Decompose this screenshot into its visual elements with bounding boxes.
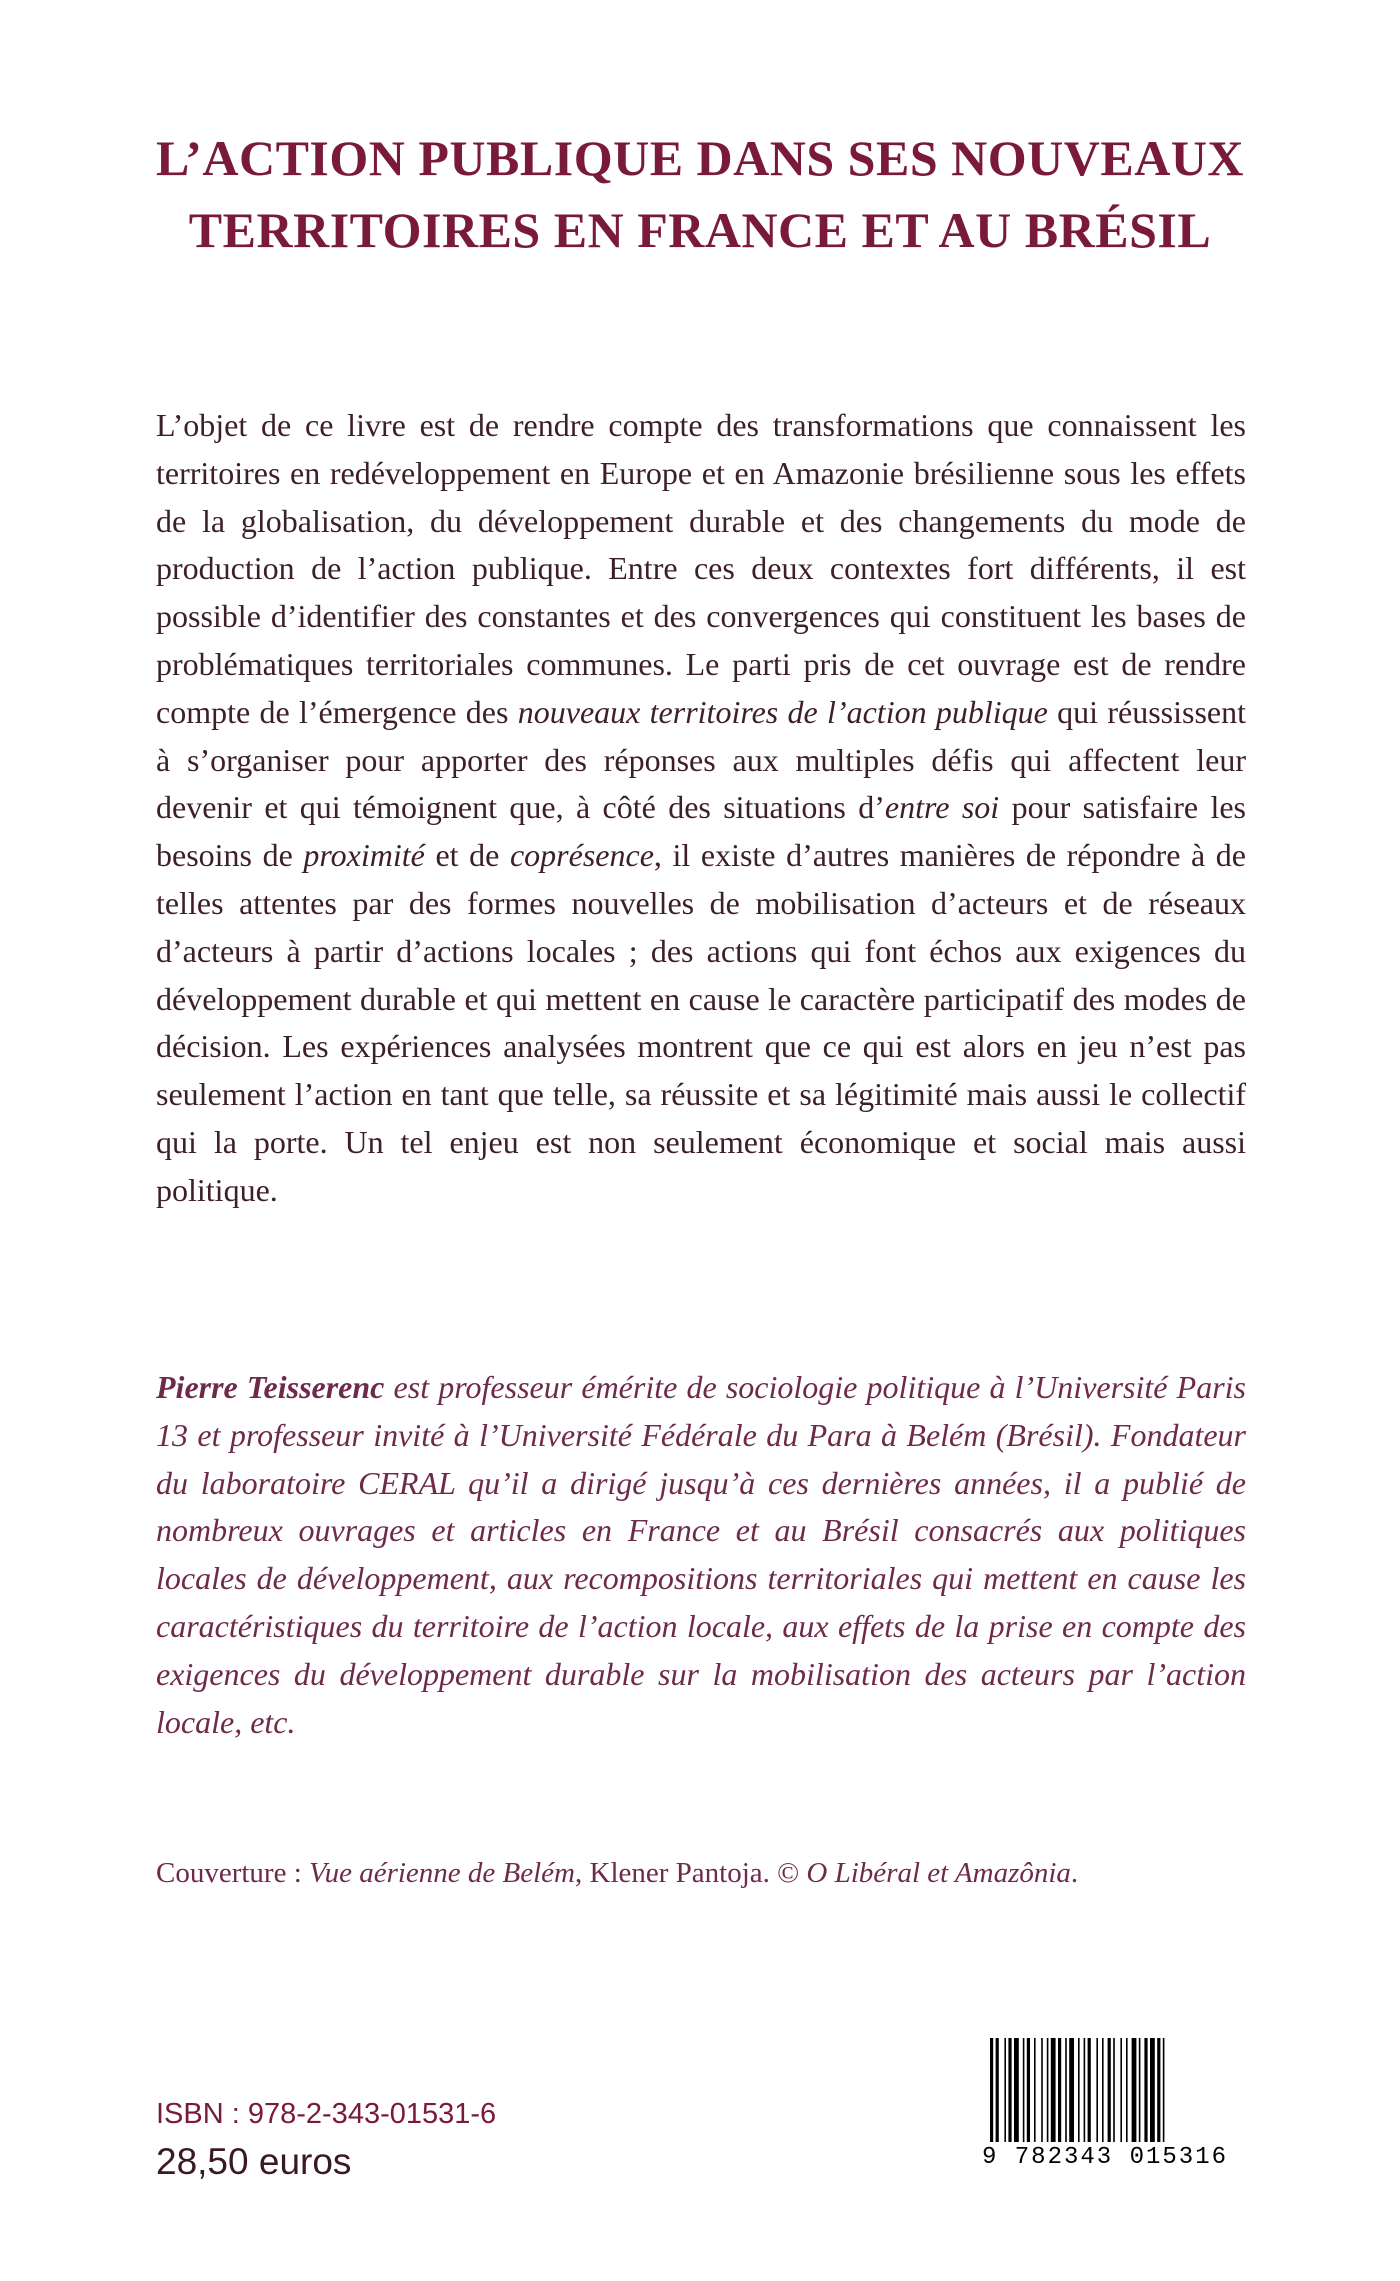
barcode-digits: 9 782343 015316 xyxy=(981,2144,1229,2171)
barcode xyxy=(970,2030,1240,2182)
barcode-bar xyxy=(1132,2038,1137,2142)
book-title-line-1: L’ACTION PUBLIQUE DANS SES NOUVEAUX xyxy=(155,130,1245,186)
summary-text-5: , il existe d’autres manières de répondre à de telles attentes par des formes nouvelles de mobilisation d’acteurs et de réseaux d’acteurs à partir d’actions locales ; des actions qui font échos aux exigences du développement durable et qui mettent en cause le caractère participatif des modes de décision. Les expériences analysées montrent que ce qui est alors en jeu n’est pas seulement l’action en tant que telle, sa réussite et sa légitimité mais aussi le collectif qui la porte. Un tel enjeu est non seulement économique et social mais aussi politique. xyxy=(156,837,1247,1208)
price: 28,50 euros xyxy=(156,2141,352,2182)
cover-credit xyxy=(156,1853,1246,1893)
credit-source: O Libéral et Amazônia xyxy=(806,1857,1071,1889)
barcode-bar xyxy=(1139,2038,1141,2142)
summary-emphasis-4: coprésence xyxy=(509,837,654,874)
summary-text-1: L’objet de ce livre est de rendre compte des transformations que connaissent les territoires en redéveloppement en Europe et en Amazonie brésilienne sous les effets de la globalisation, du développement durable et des changements du mode de production de l’action publique. Entre ces deux contextes fort différents, il est possible d’identifier des constantes et des convergences qui constituent les bases de problématiques territoriales communes. Le parti pris de cet ouvrage est de rendre compte de l’émergence des xyxy=(156,407,1246,730)
book-title-line-2: TERRITOIRES EN FRANCE ET AU BRÉSIL xyxy=(188,202,1212,258)
barcode-bar xyxy=(1163,2038,1165,2142)
summary-emphasis-1: nouveaux territoires de l’action publique xyxy=(517,693,1048,730)
barcode-bar xyxy=(1088,2038,1091,2142)
barcode-bar xyxy=(1144,2038,1147,2142)
author-name: Pierre Teisserenc xyxy=(156,1369,385,1405)
credit-label: Couverture : xyxy=(156,1857,310,1889)
barcode-bar xyxy=(990,2038,993,2142)
author-bio xyxy=(156,1364,1246,1746)
barcode-bar xyxy=(1150,2038,1155,2142)
barcode-bar xyxy=(996,2038,999,2142)
barcode-bar xyxy=(1108,2038,1111,2142)
barcode-bar xyxy=(1023,2038,1025,2142)
barcode-bar xyxy=(1027,2038,1030,2142)
author-bio-text: est professeur émérite de sociologie politique à l’Université Paris 13 et professeur invité à l’Université Fédérale du Para à Belém (Brésil). Fondateur du laboratoire CERAL qu’il a dirigé jusqu’à ces dernières années, il a publié de nombreux ouvrages et articles en France et au Brésil consacrés aux politiques locales de développement, aux recompositions territoriales qui mettent en cause les caractéristiques du territoire de l’action locale, aux effets de la prise en compte des exigences du développement durable sur la mobilisation des acteurs par l’action locale, etc. xyxy=(156,1369,1247,1740)
barcode-bar xyxy=(1078,2038,1080,2142)
credit-end: . xyxy=(1070,1857,1079,1889)
barcode-bar xyxy=(1004,2038,1006,2142)
barcode-bar xyxy=(1113,2038,1115,2142)
summary-text-4: et de xyxy=(424,837,510,874)
barcode-bar xyxy=(1058,2038,1061,2142)
summary-emphasis-2: entre soi xyxy=(884,789,1000,826)
summary-text-2: qui réussissent à s’organiser pour apporter des réponses aux multiples défis qui affectent leur devenir et qui témoignent que, à côté des situations d’ xyxy=(156,693,1247,826)
barcode-bar xyxy=(1120,2038,1122,2142)
barcode-bar xyxy=(1034,2038,1036,2142)
barcode-bar xyxy=(1065,2038,1067,2142)
credit-title: Vue aérienne de Belém xyxy=(309,1857,575,1889)
barcode-bar xyxy=(1014,2038,1019,2142)
barcode-bar xyxy=(1102,2038,1104,2142)
barcode-bar xyxy=(1047,2038,1049,2142)
credit-middle: , Klener Pantoja. © xyxy=(575,1857,807,1889)
barcode-bar xyxy=(1008,2038,1011,2142)
barcode-bar xyxy=(1096,2038,1098,2142)
barcode-bar xyxy=(1084,2038,1086,2142)
barcode-bar xyxy=(1157,2038,1160,2142)
barcode-bar xyxy=(1069,2038,1074,2142)
summary-text-3: pour satisfaire les besoins de xyxy=(156,789,1247,874)
isbn: ISBN : 978-2-343-01531-6 xyxy=(156,2098,497,2130)
barcode-bar xyxy=(1041,2038,1043,2142)
book-summary xyxy=(156,402,1246,1215)
barcode-bar xyxy=(1051,2038,1056,2142)
barcode-bar xyxy=(1126,2038,1128,2142)
book-title xyxy=(100,122,1300,266)
barcode-bars xyxy=(988,2038,1222,2148)
summary-emphasis-3: proximité xyxy=(303,837,425,874)
